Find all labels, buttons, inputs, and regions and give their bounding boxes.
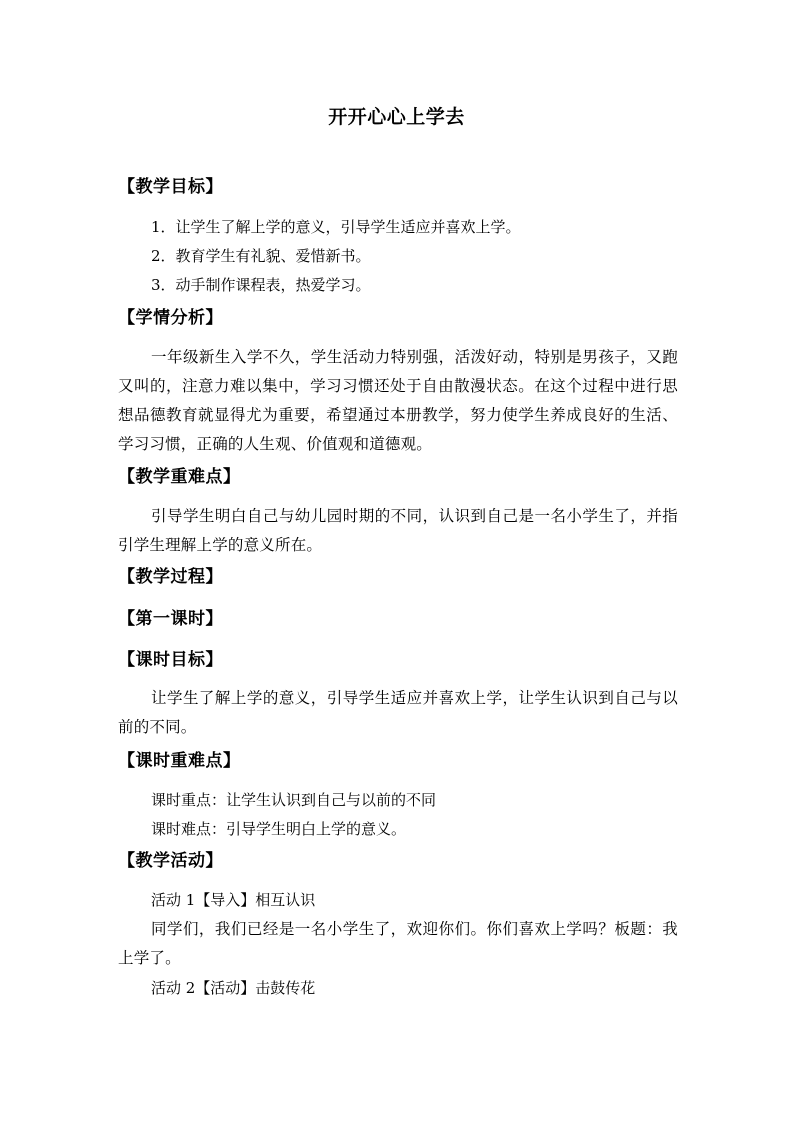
objective-item-1: 1．让学生了解上学的意义，引导学生适应并喜欢上学。 <box>151 218 521 236</box>
heading-first-lesson: 【第一课时】 <box>118 609 223 629</box>
activity-1-title: 活动 1【导入】相互认识 <box>151 891 316 909</box>
learning-analysis-paragraph: 一年级新生入学不久，学生活动力特别强，活泼好动，特别是男孩子，又跑又叫的，注意力难以集中，学习习惯还处于自由散漫状态。在这个过程中进行思想品德教育就显得尤为重要，希望通过本册教学，努力使学生养成良好的生活、学习习惯，正确的人生观、价值观和道德观。 <box>118 348 678 453</box>
lesson-key-point: 课时重点：让学生认识到自己与以前的不同 <box>151 791 437 809</box>
lesson-difficult-point: 课时难点：引导学生明白上学的意义。 <box>151 820 407 838</box>
lesson-goal-paragraph: 让学生了解上学的意义，引导学生适应并喜欢上学，让学生认识到自己与以前的不同。 <box>118 689 678 736</box>
key-points-paragraph: 引导学生明白自己与幼儿园时期的不同，认识到自己是一名小学生了，并指引学生理解上学的意义所在。 <box>118 507 678 554</box>
heading-teaching-activities: 【教学活动】 <box>118 851 223 871</box>
document-title: 开开心心上学去 <box>328 106 465 128</box>
heading-learning-analysis: 【学情分析】 <box>118 308 223 328</box>
heading-teaching-objectives: 【教学目标】 <box>118 177 223 197</box>
objective-item-2: 2．教育学生有礼貌、爱惜新书。 <box>151 247 371 265</box>
objective-item-3: 3．动手制作课程表，热爱学习。 <box>151 276 371 294</box>
activity-2-title: 活动 2【活动】击鼓传花 <box>151 979 316 997</box>
heading-lesson-goal: 【课时目标】 <box>118 650 223 670</box>
heading-lesson-key-points: 【课时重难点】 <box>118 751 241 771</box>
activity-1-paragraph: 同学们，我们已经是一名小学生了，欢迎你们。你们喜欢上学吗？板题：我上学了。 <box>118 920 678 967</box>
heading-teaching-process: 【教学过程】 <box>118 567 223 587</box>
heading-key-difficult-points: 【教学重难点】 <box>118 467 241 487</box>
